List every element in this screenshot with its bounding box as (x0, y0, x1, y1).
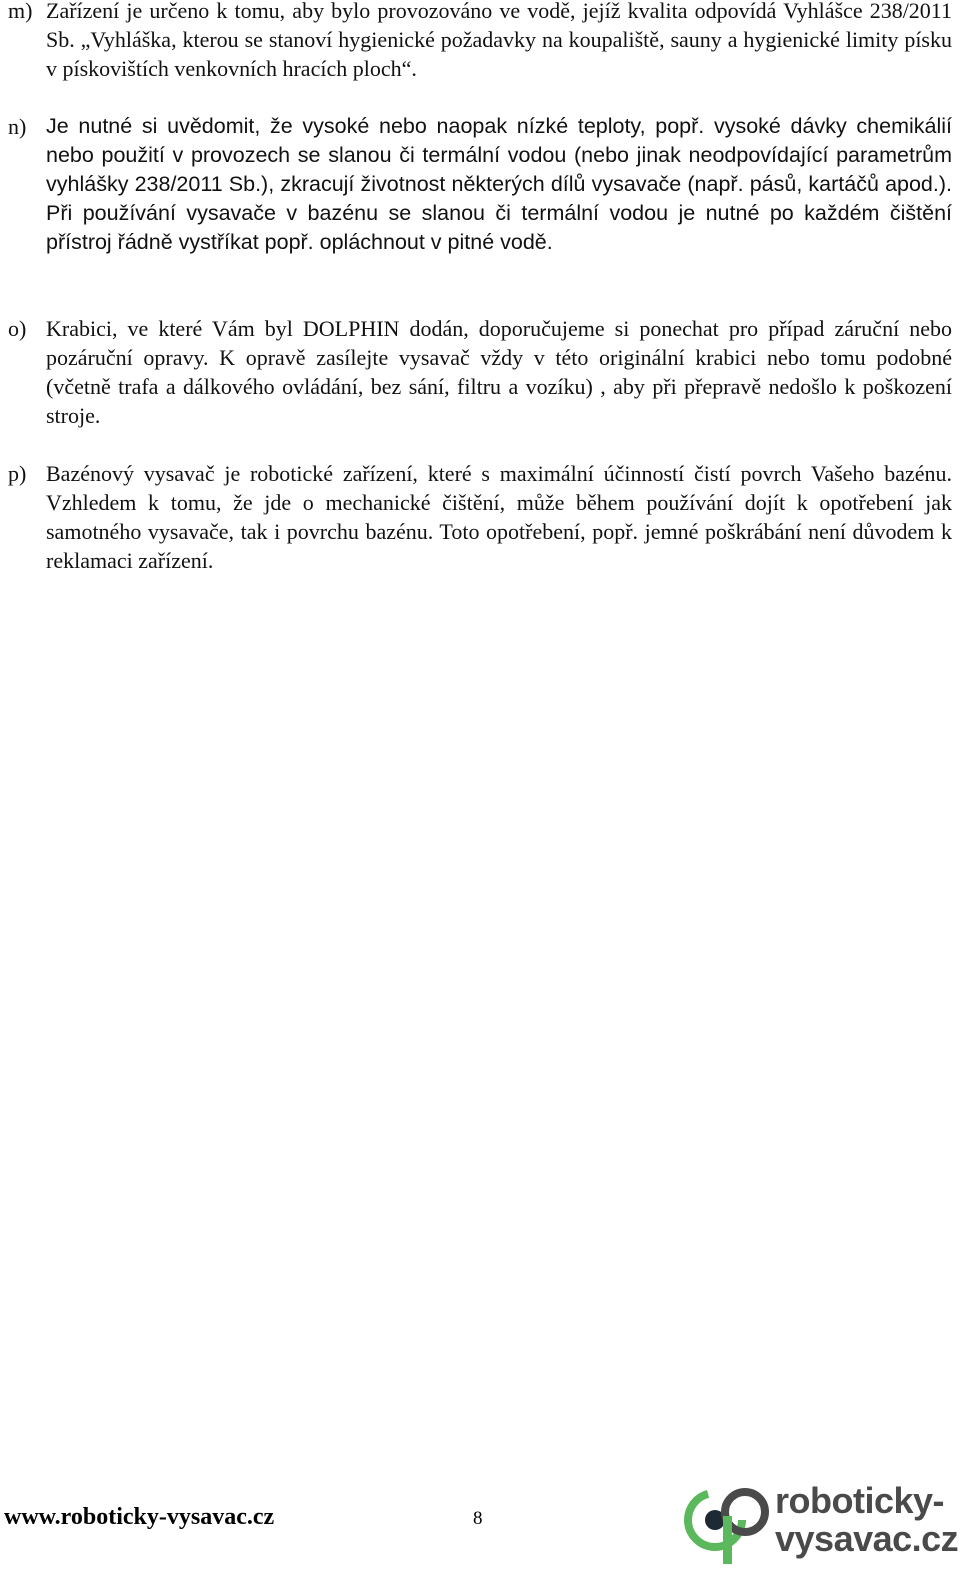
logo-text-line1: roboticky- (775, 1480, 945, 1521)
list-item-n (8, 112, 952, 257)
list-item-o (8, 314, 952, 430)
list-item-m (8, 0, 952, 83)
paragraph-o: Krabici, ve které Vám byl DOLPHIN dodán, doporučujeme si ponechat pro případ záruční nebo pozáruční opravy. K opravě zasílejte vysavač vždy v této originální krabici nebo tomu podobné (včetně trafa a dálkového ovládání, bez sání, filtru a vozíku) , aby při přepravě nedošlo k poškození stroje. (46, 316, 952, 428)
paragraph-m: Zařízení je určeno k tomu, aby bylo provozováno ve vodě, jejíž kvalita odpovídá Vyhlášce 238/2011 Sb. „Vyhláška, kterou se stanoví hygienické požadavky na koupaliště, sauny a hygienické limity písku v pískovištích venkovních hracích ploch“. (46, 0, 952, 81)
list-marker: n) (8, 114, 27, 139)
page-number: 8 (473, 1508, 483, 1529)
list-marker: m) (8, 0, 33, 23)
brand-logo (683, 1480, 959, 1568)
robot-logo-icon (683, 1482, 773, 1568)
logo-text-line2: vysavac.cz (775, 1518, 959, 1559)
list-marker: p) (8, 461, 27, 486)
list-item-p (8, 459, 952, 575)
footer-website-link[interactable]: www.roboticky-vysavac.cz (4, 1504, 275, 1530)
list-marker: o) (8, 316, 27, 341)
paragraph-p: Bazénový vysavač je robotické zařízení, které s maximální účinností čistí povrch Vašeho bazénu. Vzhledem k tomu, že jde o mechanické čištění, může během používání dojít k opotřebení jak samotného vysavače, tak i povrchu bazénu. Toto opotřebení, popř. jemné poškrábání není důvodem k reklamaci zařízení. (46, 461, 952, 573)
paragraph-n: Je nutné si uvědomit, že vysoké nebo naopak nízké teploty, popř. vysoké dávky chemikálií nebo použití v provozech se slanou či termální vodou (nebo jinak neodpovídající parametrům vyhlášky 238/2011 Sb.), zkracují životnost některých dílů vysavače (např. pásů, kartáčů apod.). Při používání vysavače v bazénu se slanou či termální vodou je nutné po každém čištění přístroj řádně vystříkat popř. opláchnout v pitné vodě. (46, 114, 952, 254)
